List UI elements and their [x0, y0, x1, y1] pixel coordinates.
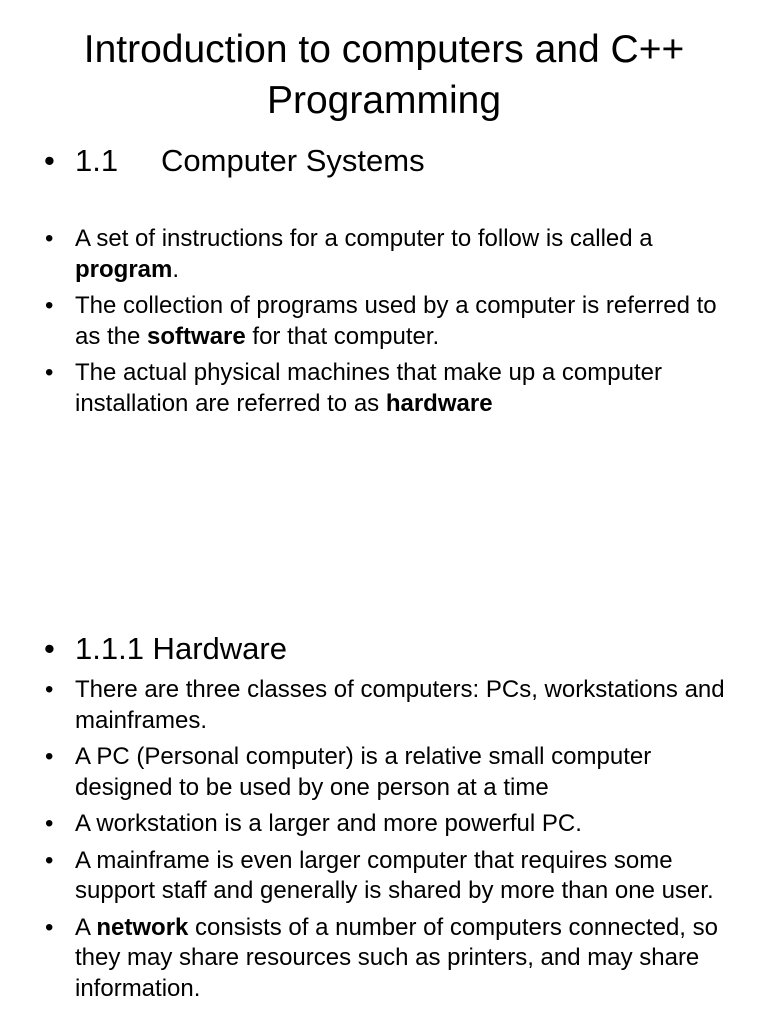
bullet-icon: •	[45, 225, 54, 252]
section-title: Computer Systems	[161, 143, 425, 178]
list-item: • There are three classes of computers: PCs, workstations and mainframes.	[45, 676, 725, 734]
list-item: • The collection of programs used by a computer is referred to as the software for that computer.	[45, 292, 717, 350]
section-title: 1.1.1 Hardware	[75, 631, 287, 666]
computer-systems-list	[0, 224, 768, 425]
bullet-icon: •	[45, 676, 54, 703]
term-program: program	[75, 255, 173, 283]
term-software: software	[147, 322, 246, 350]
list-item: • A workstation is a larger and more powerful PC.	[0, 809, 725, 840]
list-item: • A set of instructions for a computer to follow is called a program.	[45, 225, 653, 283]
list-item: • A PC (Personal computer) is a relative small computer designed to be used by one person at a time	[45, 743, 652, 801]
hardware-list	[0, 675, 768, 1010]
section-number: 1.1	[75, 143, 119, 178]
bullet-icon: •	[44, 143, 55, 178]
list-item: • A mainframe is even larger computer that requires some support staff and generally is shared by more than one user.	[45, 846, 714, 904]
page-title: Introduction to computers and C++ Programming	[83, 28, 685, 122]
bullet-icon: •	[45, 359, 54, 386]
bullet-icon: •	[45, 913, 54, 941]
bullet-icon: •	[44, 631, 55, 666]
term-hardware: hardware	[385, 389, 493, 417]
term-network: network	[96, 913, 189, 941]
bullet-icon: •	[45, 846, 54, 874]
bullet-icon: •	[45, 292, 54, 319]
list-item: • A network consists of a number of computers connected, so they may share resources such as printers, and may share information.	[45, 913, 718, 1002]
list-item: • The actual physical machines that make up a computer installation are referred to as hardware	[45, 359, 662, 417]
bullet-icon: •	[45, 743, 54, 770]
bullet-icon: •	[45, 810, 54, 837]
